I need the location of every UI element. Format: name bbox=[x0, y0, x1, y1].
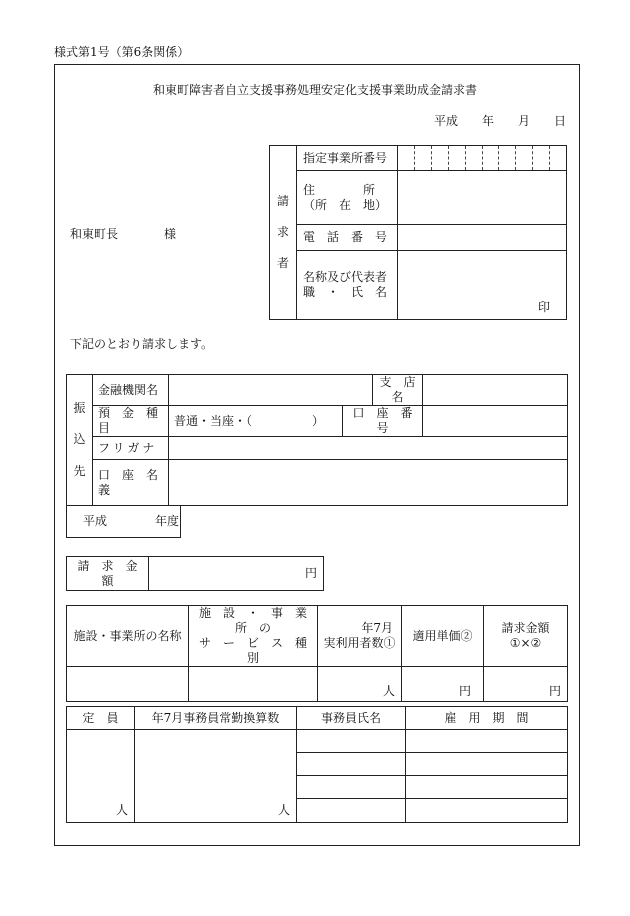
account-number-label: 口 座 番 号 bbox=[343, 406, 423, 437]
fte-header: 年7月事務員常勤換算数 bbox=[135, 707, 297, 730]
claim-total-field[interactable]: 円 bbox=[484, 667, 568, 702]
office-number-label: 指定事業所番号 bbox=[297, 146, 398, 171]
transfer-table bbox=[66, 374, 568, 506]
users-header: 年7月 実利用者数① bbox=[318, 606, 402, 667]
form-id: 様式第1号（第6条関係） bbox=[54, 45, 190, 59]
addressee-honorific: 様 bbox=[164, 227, 177, 241]
address-field[interactable] bbox=[398, 171, 567, 225]
account-name-field[interactable] bbox=[169, 460, 568, 506]
intro-text: 下記のとおり請求します。 bbox=[70, 337, 214, 351]
claimant-table bbox=[269, 145, 567, 320]
deposit-type-label: 預 金 種 目 bbox=[93, 406, 169, 437]
branch-label: 支 店 名 bbox=[373, 375, 423, 406]
facility-table bbox=[66, 605, 568, 702]
addressee-name: 和東町長 bbox=[70, 227, 119, 241]
bank-field[interactable] bbox=[169, 375, 373, 406]
phone-label: 電 話 番 号 bbox=[297, 225, 398, 251]
employment-period-row[interactable] bbox=[406, 799, 568, 823]
service-type-field[interactable] bbox=[189, 667, 318, 702]
representative-field[interactable] bbox=[398, 251, 567, 320]
fte-field[interactable]: 人 bbox=[135, 730, 297, 823]
employment-period-row[interactable] bbox=[406, 776, 568, 799]
yen-unit: 円 bbox=[304, 566, 317, 580]
staff-name-row[interactable] bbox=[297, 753, 406, 776]
employment-period-row[interactable] bbox=[406, 753, 568, 776]
transfer-label: 振 込 先 bbox=[67, 375, 93, 506]
employment-period-row[interactable] bbox=[406, 730, 568, 753]
claimant-label: 請 求 者 bbox=[270, 146, 297, 320]
capacity-header: 定 員 bbox=[67, 707, 135, 730]
capacity-field[interactable]: 人 bbox=[67, 730, 135, 823]
form-title: 和東町障害者自立支援事務処理安定化支援事業助成金請求書 bbox=[152, 83, 477, 97]
unit-price-header: 適用単価② bbox=[402, 606, 484, 667]
furigana-label: フリガナ bbox=[93, 437, 169, 460]
users-field[interactable]: 人 bbox=[318, 667, 402, 702]
employment-period-header: 雇 用 期 間 bbox=[406, 707, 568, 730]
staff-name-row[interactable] bbox=[297, 799, 406, 823]
claim-total-header: 請求金額 ①×② bbox=[484, 606, 568, 667]
staff-name-header: 事務員氏名 bbox=[297, 707, 406, 730]
staff-name-row[interactable] bbox=[297, 776, 406, 799]
claim-amount-field[interactable] bbox=[149, 557, 324, 591]
account-name-label: 口 座 名 義 bbox=[93, 460, 169, 506]
staff-table bbox=[66, 706, 568, 823]
furigana-field[interactable] bbox=[169, 437, 568, 460]
seal-mark: 印 bbox=[537, 300, 550, 314]
facility-name-header: 施設・事業所の名称 bbox=[67, 606, 189, 667]
office-number-field[interactable] bbox=[398, 146, 567, 171]
service-type-header: 施 設 ・ 事 業 所 の サ ー ビ ス 種 別 bbox=[189, 606, 318, 667]
account-number-field[interactable] bbox=[423, 406, 568, 437]
address-label: 住 所 （所 在 地） bbox=[297, 171, 398, 225]
deposit-type-field[interactable]: 普通・当座・（ ） bbox=[169, 406, 343, 437]
facility-name-field[interactable] bbox=[67, 667, 189, 702]
bank-label: 金融機関名 bbox=[93, 375, 169, 406]
date-line[interactable]: 平成 年 月 日 bbox=[434, 114, 567, 128]
branch-field[interactable] bbox=[423, 375, 568, 406]
claim-amount-table bbox=[66, 556, 324, 591]
phone-field[interactable] bbox=[398, 225, 567, 251]
representative-label: 名称及び代表者 職 ・ 氏 名 bbox=[297, 251, 398, 320]
fiscal-year-box[interactable]: 平成 年度 bbox=[66, 505, 181, 538]
staff-name-row[interactable] bbox=[297, 730, 406, 753]
unit-price-field[interactable]: 円 bbox=[402, 667, 484, 702]
claim-amount-label: 請 求 金 額 bbox=[67, 557, 149, 591]
